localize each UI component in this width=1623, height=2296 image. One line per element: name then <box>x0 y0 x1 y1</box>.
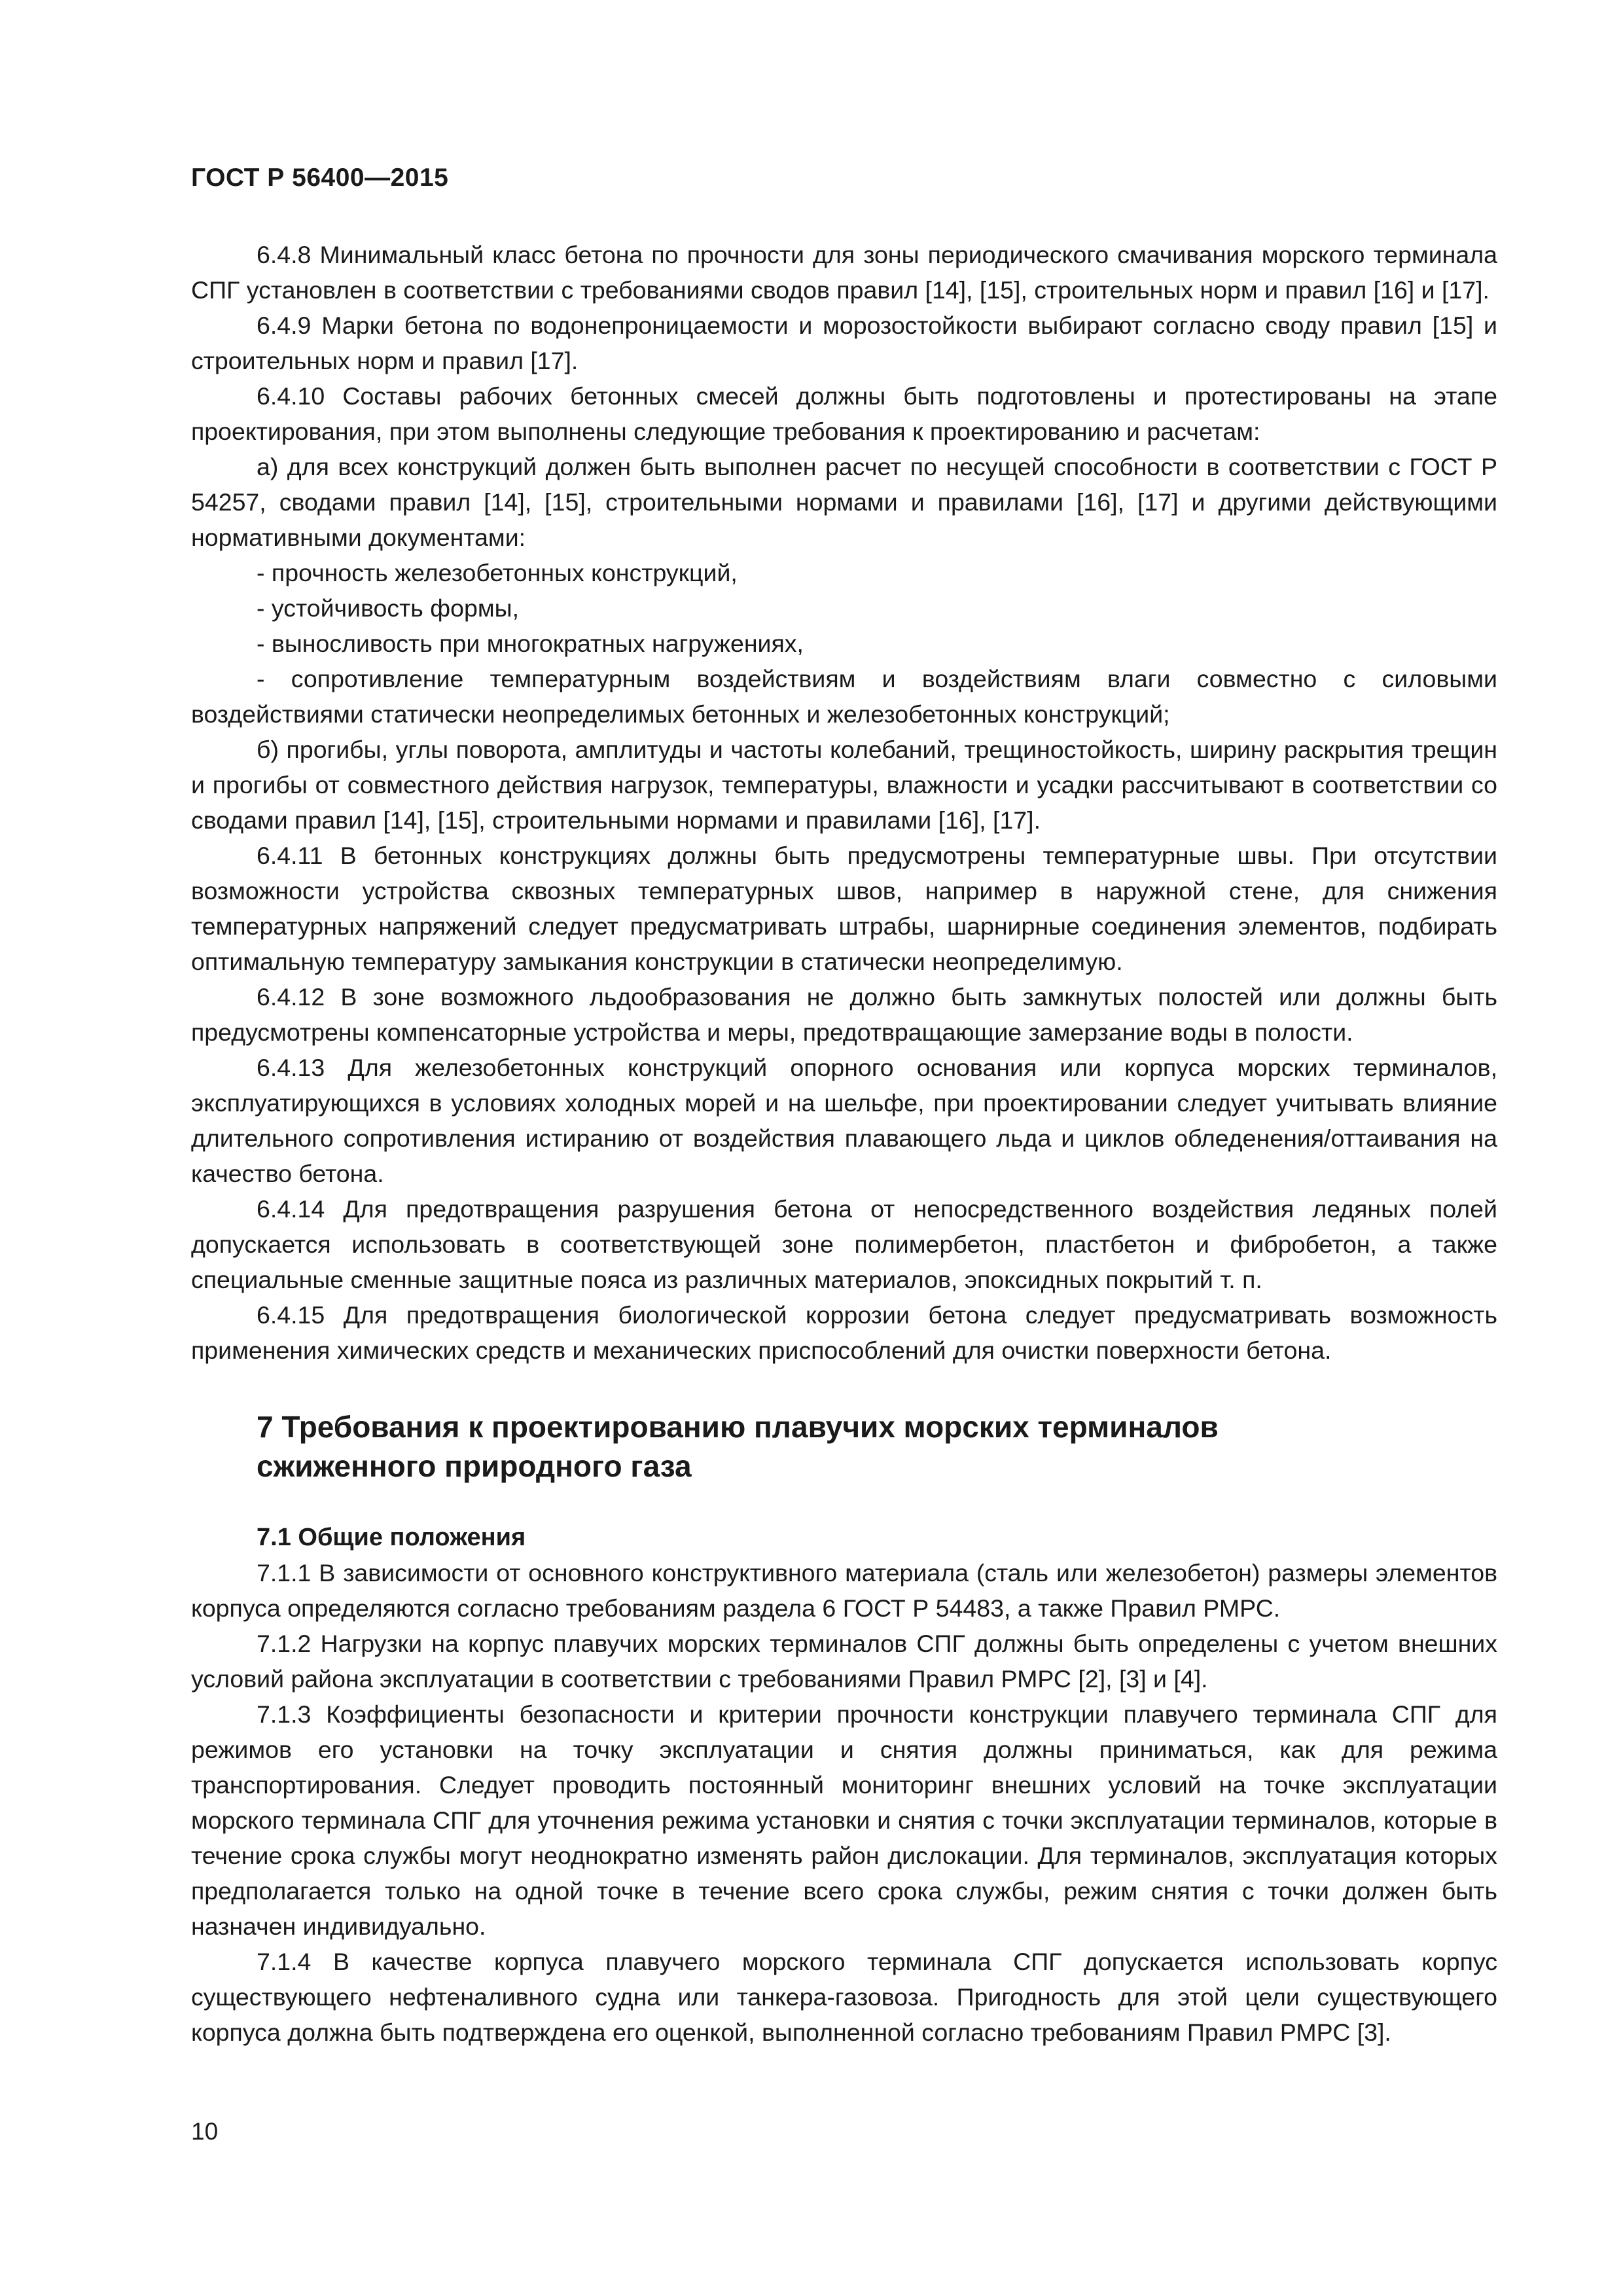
item-b: б) прогибы, углы поворота, амплитуды и частоты колебаний, трещиностойкость, ширину раскрытия трещин и прогибы от совместного действия нагрузок, температуры, влажности и усадки рассчитывают в соответствии со сводами правил [14], [15], строительными нормами и правилами [16], [17]. <box>191 736 1497 834</box>
page-number: 10 <box>191 2118 219 2145</box>
clause-6-4-15: 6.4.15 Для предотвращения биологической коррозии бетона следует предусматривать возможность применения химических средств и механических приспособлений для очистки поверхности бетона. <box>191 1301 1497 1364</box>
bullet-strength: - прочность железобетонных конструкций, <box>257 559 738 586</box>
subsection-7-1-heading: 7.1 Общие положения <box>257 1524 526 1551</box>
bullet-stability: - устойчивость формы, <box>257 594 519 622</box>
clause-7-1-2: 7.1.2 Нагрузки на корпус плавучих морских терминалов СПГ должны быть определены с учетом внешних условий района эксплуатации в соответствии с требованиями Правил РМРС [2], [3] и [4]. <box>191 1630 1497 1693</box>
section-7-heading <box>191 1407 1497 1486</box>
clause-6-4-12: 6.4.12 В зоне возможного льдообразования не должно быть замкнутых полостей или должны быть предусмотрены компенсаторные устройства и меры, предотвращающие замерзание воды в полости. <box>191 983 1497 1046</box>
bullet-endurance: - выносливость при многократных нагружениях, <box>257 630 804 657</box>
clause-7-1-4: 7.1.4 В качестве корпуса плавучего морского терминала СПГ допускается использовать корпус существующего нефтеналивного судна или танкера-газовоза. Пригодность для этой цели существующего корпуса должна быть подтверждена его оценкой, выполненной согласно требованиям Правил РМРС [3]. <box>191 1948 1497 2046</box>
section-title-line-1: 7 Требования к проектированию плавучих морских терминалов <box>257 1410 1219 1444</box>
page-content <box>191 237 1497 2050</box>
blocks-after <box>191 1555 1497 2050</box>
clause-7-1-1: 7.1.1 В зависимости от основного конструктивного материала (сталь или железобетон) размеры элементов корпуса определяются согласно требованиям раздела 6 ГОСТ Р 54483, а также Правил РМРС. <box>191 1559 1497 1622</box>
clause-7-1-3: 7.1.3 Коэффициенты безопасности и критерии прочности конструкции плавучего терминала СПГ для режимов его установки на точку эксплуатации и снятия должны приниматься, как для режима транспортирования. Следует проводить постоянный мониторинг внешних условий на точке эксплуатации морского терминала СПГ для уточнения режима установки и снятия с точки эксплуатации терминалов, которые в течение срока службы могут неоднократно изменять район дислокации. Для терминалов, эксплуатация которых предполагается только на одной точке в течение всего срока службы, режим снятия с точки должен быть назначен индивидуально. <box>191 1700 1497 1940</box>
item-a: а) для всех конструкций должен быть выполнен расчет по несущей способности в соответствии с ГОСТ Р 54257, сводами правил [14], [15], строительными нормами и правилами [16], [17] и другими действующими нормативными документами: <box>191 453 1497 551</box>
section-title-line-2: сжиженного природного газа <box>257 1449 692 1483</box>
bullet-resistance: - сопротивление температурным воздействиям и воздействиям влаги совместно с силовыми воздействиями статически неопределимых бетонных и железобетонных конструкций; <box>191 665 1497 728</box>
clause-6-4-13: 6.4.13 Для железобетонных конструкций опорного основания или корпуса морских терминалов, эксплуатирующихся в условиях холодных морей и на шельфе, при проектировании следует учитывать влияние длительного сопротивления истиранию от воздействия плавающего льда и циклов обледенения/оттаивания на качество бетона. <box>191 1054 1497 1187</box>
blocks-before <box>191 237 1497 1368</box>
clause-6-4-14: 6.4.14 Для предотвращения разрушения бетона от непосредственного воздействия ледяных полей допускается использовать в соответствующей зоне полимербетон, пластбетон и фибробетон, а также специальные сменные защитные пояса из различных материалов, эпоксидных покрытий т. п. <box>191 1195 1497 1293</box>
clause-6-4-8: 6.4.8 Минимальный класс бетона по прочности для зоны периодического смачивания морского терминала СПГ установлен в соответствии с требованиями сводов правил [14], [15], строительных норм и правил [16] и [17]. <box>191 241 1497 304</box>
clause-6-4-11: 6.4.11 В бетонных конструкциях должны быть предусмотрены температурные швы. При отсутствии возможности устройства сквозных температурных швов, например в наружной стене, для снижения температурных напряжений следует предусматривать штрабы, шарнирные соединения элементов, подбирать оптимальную температуру замыкания конструкции в статически неопределимую. <box>191 842 1497 975</box>
clause-6-4-10: 6.4.10 Составы рабочих бетонных смесей должны быть подготовлены и протестированы на этапе проектирования, при этом выполнены следующие требования к проектированию и расчетам: <box>191 382 1497 445</box>
clause-6-4-9: 6.4.9 Марки бетона по водонепроницаемости и морозостойкости выбирают согласно своду правил [15] и строительных норм и правил [17]. <box>191 312 1497 374</box>
document-code: ГОСТ Р 56400—2015 <box>191 164 449 192</box>
